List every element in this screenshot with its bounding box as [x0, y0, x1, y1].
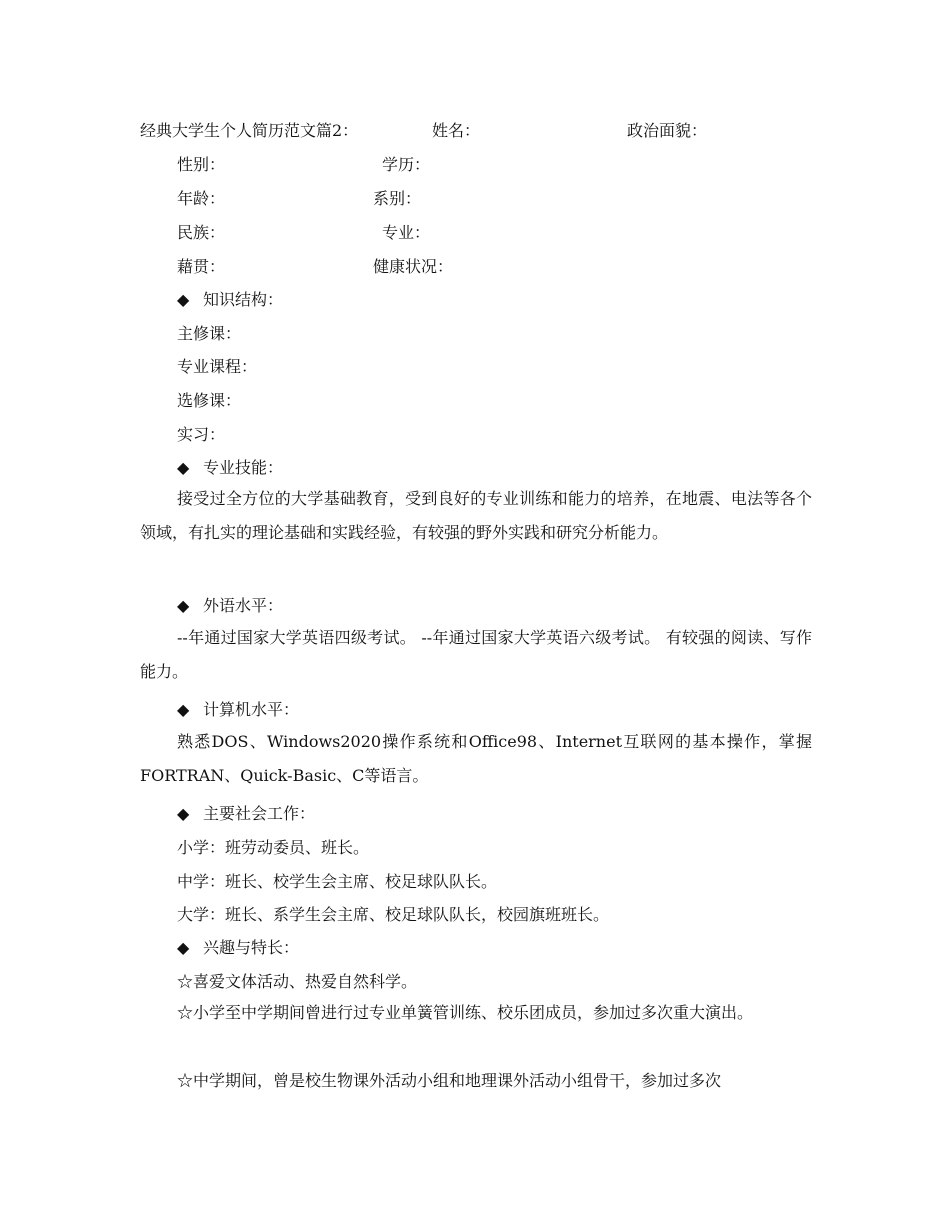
social-heading [177, 804, 315, 824]
computer-paragraph: 熟悉DOS、Windows2020操作系统和Office98、Internet互联网的基本操作，掌握FORTRAN、Quick-Basic、C等语言。 [140, 732, 812, 785]
native-place-label: 藉贯： [177, 257, 226, 276]
electives-label: 选修课： [177, 391, 242, 410]
ethnicity-label: 民族： [177, 223, 226, 242]
skills-heading [177, 458, 283, 478]
major-courses-label: 专业课程： [177, 357, 258, 376]
interest-item-3: ☆中学期间，曾是校生物课外活动小组和地理课外活动小组骨干，参加过多次 [177, 1071, 722, 1090]
diamond-bullet-icon: ◆ [177, 938, 190, 957]
diamond-bullet-icon: ◆ [177, 700, 190, 719]
interest-item-1: ☆喜爱文体活动、热爱自然科学。 [177, 972, 418, 991]
diamond-bullet-icon: ◆ [177, 290, 190, 309]
diamond-bullet-icon: ◆ [177, 804, 190, 823]
skills-paragraph: 接受过全方位的大学基础教育，受到良好的专业训练和能力的培养，在地震、电法等各个领域，有扎实的理论基础和实践经验，有较强的野外实践和研究分析能力。 [140, 489, 812, 542]
social-middle-school: 中学：班长、校学生会主席、校足球队队长。 [177, 872, 498, 891]
political-status-label: 政治面貌： [627, 121, 708, 140]
interest-item-2: ☆小学至中学期间曾进行过专业单簧管训练、校乐团成员，参加过多次重大演出。 [177, 1003, 754, 1022]
language-paragraph: --年通过国家大学英语四级考试。 --年通过国家大学英语六级考试。 有较强的阅读、写作能力。 [140, 628, 812, 681]
social-title: 主要社会工作： [203, 804, 316, 823]
language-heading [177, 596, 283, 616]
language-title: 外语水平： [203, 596, 284, 615]
education-label: 学历： [382, 155, 431, 174]
social-college: 大学：班长、系学生会主席、校足球队队长，校园旗班班长。 [177, 905, 610, 924]
diamond-bullet-icon: ◆ [177, 596, 190, 615]
gender-label: 性别： [177, 155, 226, 174]
internship-label: 实习： [177, 425, 226, 444]
skills-title: 专业技能： [203, 458, 284, 477]
diamond-bullet-icon: ◆ [177, 458, 190, 477]
department-label: 系别： [373, 189, 422, 208]
knowledge-heading [177, 290, 283, 310]
resume-title: 经典大学生个人简历范文篇2： [140, 121, 359, 140]
main-courses-label: 主修课： [177, 324, 242, 343]
social-primary-school: 小学：班劳动委员、班长。 [177, 838, 370, 857]
health-label: 健康状况： [373, 257, 454, 276]
major-label: 专业： [382, 223, 431, 242]
interests-title: 兴趣与特长： [203, 938, 300, 957]
age-label: 年龄： [177, 189, 226, 208]
computer-title: 计算机水平： [203, 700, 300, 719]
name-label: 姓名： [432, 121, 481, 140]
knowledge-title: 知识结构： [203, 290, 284, 309]
interests-heading [177, 938, 299, 958]
computer-heading [177, 700, 299, 720]
